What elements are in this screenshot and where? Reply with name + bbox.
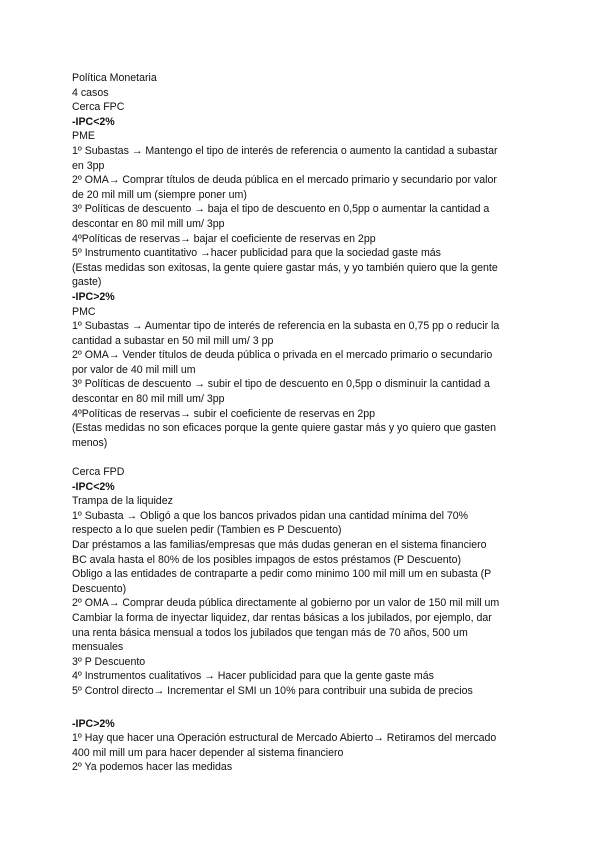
text-line: 3º Políticas de descuento → subir el tipo de descuento en 0,5pp o disminuir la cantidad a: [72, 378, 490, 391]
text-line: 1º Hay que hacer una Operación estructural de Mercado Abierto→ Retiramos del mercado: [72, 732, 497, 745]
text-line: 4º Instrumentos cualitativos → Hacer publicidad para que la gente gaste más: [72, 670, 434, 683]
text-line: descontar en 80 mil mill um/ 3pp: [72, 217, 225, 230]
doc-title: Política Monetaria: [72, 72, 157, 84]
text-line: (Estas medidas no son eficaces porque la gente quiere gastar más y yo quiero que gasten: [72, 422, 497, 435]
spacer: [72, 699, 528, 717]
text-line: una renta básica mensual a todos los jubilados que tengan más de 70 años, 500 um: [72, 626, 468, 639]
text-line: 2º Ya podemos hacer las medidas: [72, 761, 233, 774]
text-line: 3º Políticas de descuento → baja el tipo de descuento en 0,5pp o aumentar la cantidad a: [72, 203, 490, 216]
text-line: 2º OMA→ Comprar deuda pública directamente al gobierno por un valor de 150 mil mill um: [72, 597, 500, 610]
text-line: 4ºPolíticas de reservas→ subir el coeficiente de reservas en 2pp: [72, 407, 376, 420]
text-line: 400 mil mill um para hacer depender al sistema financiero: [72, 746, 344, 759]
fpc-low-condition: -IPC<2%: [72, 115, 115, 128]
fpc-high-condition: -IPC>2%: [72, 290, 115, 303]
fpc-high-policy: PMC: [72, 305, 96, 318]
text-line: respecto a lo que suelen pedir (Tambien es P Descuento): [72, 524, 342, 537]
text-line: descontar en 80 mil mill um/ 3pp: [72, 393, 225, 406]
text-line: 1º Subastas → Mantengo el tipo de interés de referencia o aumento la cantidad a subastar: [72, 144, 498, 157]
text-line: en 3pp: [72, 159, 105, 172]
text-line: cantidad a subastar en 50 mil mill um/ 3 pp: [72, 334, 274, 347]
document-page: [72, 71, 528, 775]
fpc-low-policy: PME: [72, 130, 95, 143]
text-line: 2º OMA→ Vender títulos de deuda pública o privada en el mercado primario o secundario: [72, 349, 493, 362]
text-line: BC avala hasta el 80% de los posibles impagos de estos préstamos (P Descuento): [72, 553, 462, 566]
text-line: 2º OMA→ Comprar títulos de deuda pública en el mercado primario y secundario por valor: [72, 174, 497, 187]
text-line: 1º Subastas → Aumentar tipo de interés de referencia en la subasta en 0,75 pp o reducir la: [72, 320, 500, 333]
text-line: Obligo a las entidades de contraparte a pedir como minimo 100 mil mill um en subasta (P: [72, 568, 492, 581]
text-line: 5º Instrumento cuantitativo →hacer publicidad para que la sociedad gaste más: [72, 247, 441, 260]
spacer: [72, 450, 528, 465]
fpd-high-condition: -IPC>2%: [72, 717, 115, 730]
text-line: mensuales: [72, 641, 124, 654]
text-line: menos): [72, 436, 108, 449]
text-line: Dar préstamos a las familias/empresas que más dudas generan en el sistema financiero: [72, 539, 487, 551]
cases-count: 4 casos: [72, 86, 109, 99]
fpc-heading: Cerca FPC: [72, 101, 125, 114]
liquidity-trap-label: Trampa de la liquidez: [72, 495, 173, 508]
text-line: por valor de 40 mil mill um: [72, 363, 196, 376]
text-line: de 20 mil mill um (siempre poner um): [72, 188, 247, 201]
fpd-heading: Cerca FPD: [72, 466, 125, 479]
text-line: 1º Subasta → Obligó a que los bancos privados pidan una cantidad mínima del 70%: [72, 509, 469, 522]
fpd-low-condition: -IPC<2%: [72, 480, 115, 493]
text-line: gaste): [72, 276, 102, 289]
text-line: 3º P Descuento: [72, 655, 146, 668]
text-line: Descuento): [72, 582, 127, 595]
text-line: 5º Control directo→ Incrementar el SMI un 10% para contribuir una subida de precios: [72, 684, 473, 697]
text-line: (Estas medidas son exitosas, la gente quiere gastar más, y yo también quiero que la gente: [72, 261, 498, 274]
text-line: 4ºPolíticas de reservas→ bajar el coeficiente de reservas en 2pp: [72, 232, 376, 245]
text-line: Cambiar la forma de inyectar liquidez, dar rentas básicas a los jubilados, por ejemplo, dar: [72, 611, 492, 624]
